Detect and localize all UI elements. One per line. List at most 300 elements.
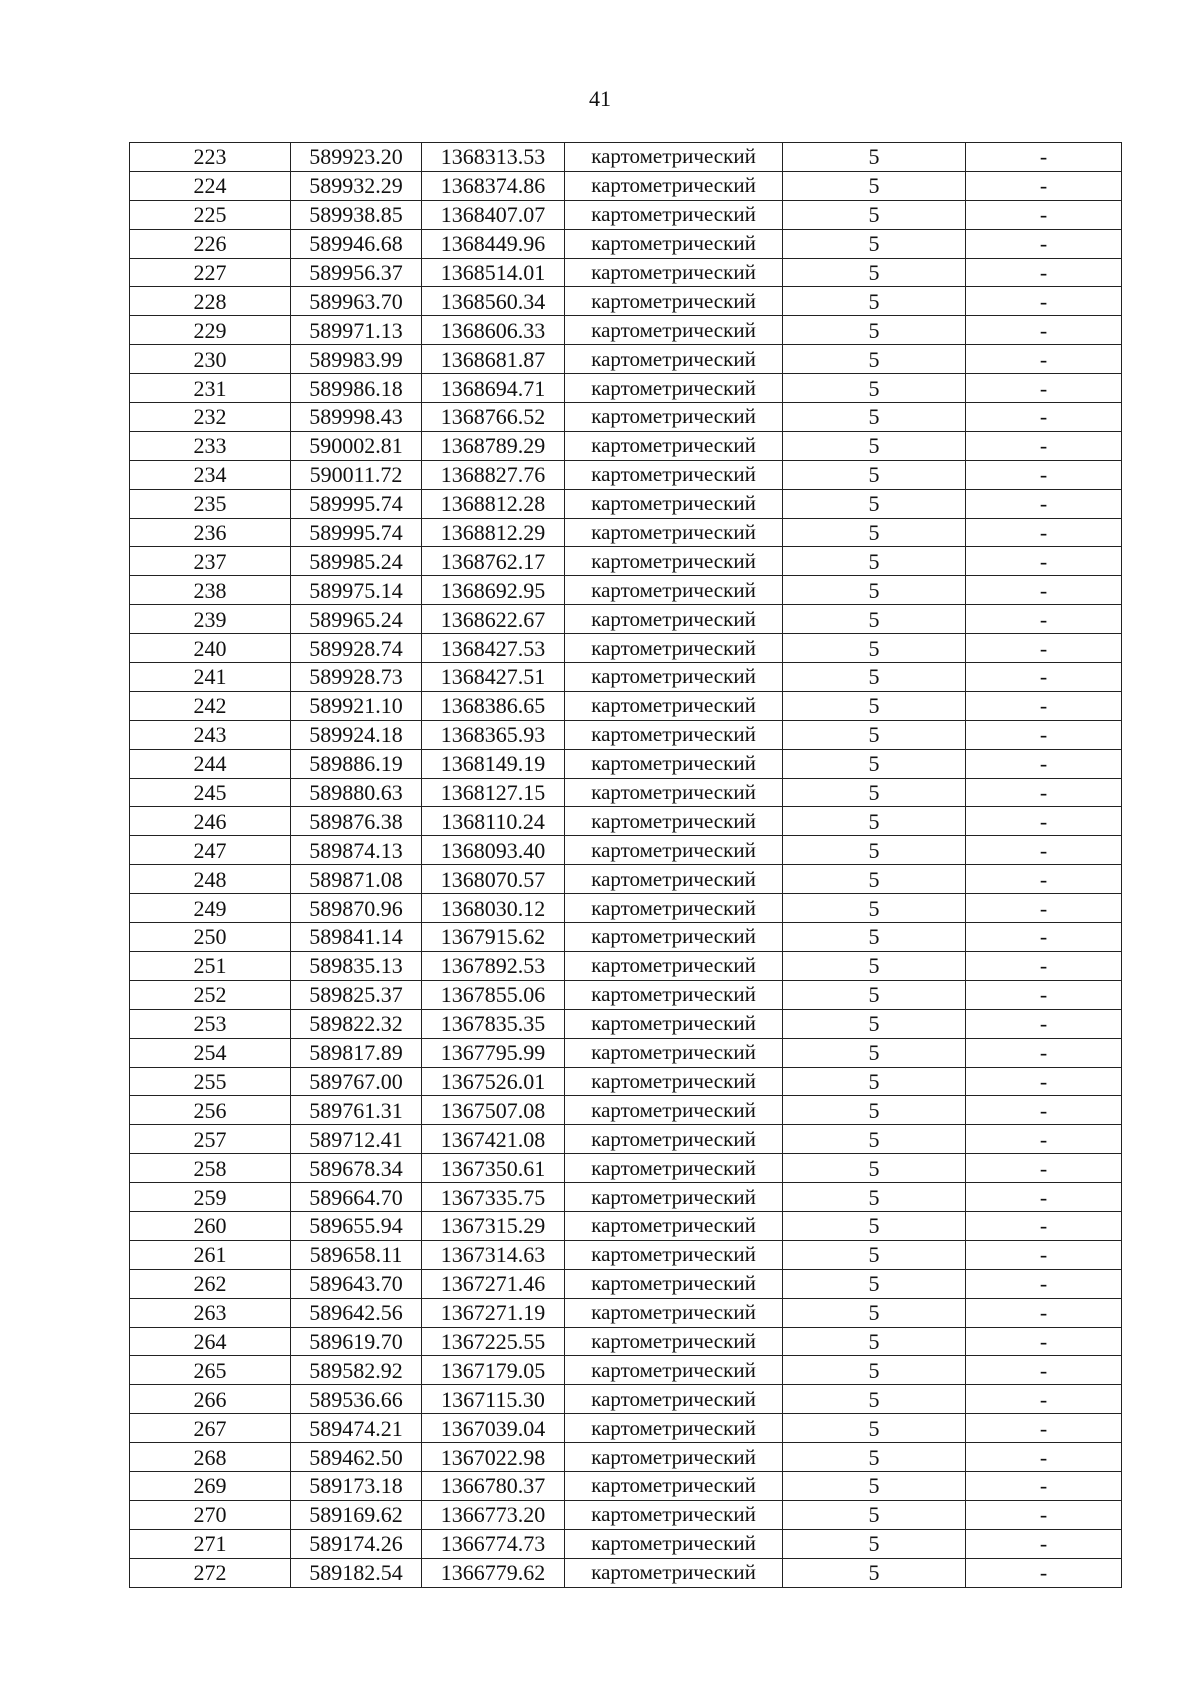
table-row — [130, 518, 1122, 547]
note-cell: - — [966, 1009, 1122, 1038]
point-number-cell: 227 — [130, 258, 291, 287]
method-cell: картометрический — [565, 518, 783, 547]
accuracy-cell: 5 — [783, 403, 966, 432]
method-cell: картометрический — [565, 200, 783, 229]
table-row — [130, 634, 1122, 663]
table-row — [130, 1414, 1122, 1443]
method-cell: картометрический — [565, 345, 783, 374]
note-cell: - — [966, 634, 1122, 663]
table-row — [130, 1240, 1122, 1269]
y-coordinate-cell: 1367271.46 — [422, 1269, 565, 1298]
table-row — [130, 923, 1122, 952]
note-cell: - — [966, 345, 1122, 374]
y-coordinate-cell: 1368514.01 — [422, 258, 565, 287]
coordinates-table — [129, 142, 1122, 1588]
point-number-cell: 229 — [130, 316, 291, 345]
y-coordinate-cell: 1368365.93 — [422, 720, 565, 749]
point-number-cell: 262 — [130, 1269, 291, 1298]
table-row — [130, 1211, 1122, 1240]
x-coordinate-cell: 589582.92 — [291, 1356, 422, 1385]
accuracy-cell: 5 — [783, 1154, 966, 1183]
method-cell: картометрический — [565, 1471, 783, 1500]
table-row — [130, 374, 1122, 403]
y-coordinate-cell: 1367271.19 — [422, 1298, 565, 1327]
accuracy-cell: 5 — [783, 1500, 966, 1529]
table-row — [130, 1154, 1122, 1183]
note-cell: - — [966, 691, 1122, 720]
note-cell: - — [966, 1500, 1122, 1529]
x-coordinate-cell: 589876.38 — [291, 807, 422, 836]
accuracy-cell: 5 — [783, 1298, 966, 1327]
accuracy-cell: 5 — [783, 1327, 966, 1356]
y-coordinate-cell: 1368427.53 — [422, 634, 565, 663]
note-cell: - — [966, 1298, 1122, 1327]
y-coordinate-cell: 1368386.65 — [422, 691, 565, 720]
accuracy-cell: 5 — [783, 489, 966, 518]
method-cell: картометрический — [565, 143, 783, 172]
method-cell: картометрический — [565, 1385, 783, 1414]
point-number-cell: 225 — [130, 200, 291, 229]
table-row — [130, 143, 1122, 172]
point-number-cell: 256 — [130, 1096, 291, 1125]
method-cell: картометрический — [565, 1096, 783, 1125]
table-row — [130, 1125, 1122, 1154]
point-number-cell: 271 — [130, 1529, 291, 1558]
x-coordinate-cell: 589870.96 — [291, 894, 422, 923]
point-number-cell: 237 — [130, 547, 291, 576]
note-cell: - — [966, 605, 1122, 634]
note-cell: - — [966, 229, 1122, 258]
note-cell: - — [966, 1414, 1122, 1443]
accuracy-cell: 5 — [783, 460, 966, 489]
method-cell: картометрический — [565, 403, 783, 432]
y-coordinate-cell: 1368694.71 — [422, 374, 565, 403]
table-row — [130, 1385, 1122, 1414]
accuracy-cell: 5 — [783, 1125, 966, 1154]
x-coordinate-cell: 589664.70 — [291, 1183, 422, 1212]
x-coordinate-cell: 590011.72 — [291, 460, 422, 489]
point-number-cell: 240 — [130, 634, 291, 663]
y-coordinate-cell: 1368560.34 — [422, 287, 565, 316]
x-coordinate-cell: 589880.63 — [291, 778, 422, 807]
accuracy-cell: 5 — [783, 143, 966, 172]
method-cell: картометрический — [565, 634, 783, 663]
x-coordinate-cell: 589761.31 — [291, 1096, 422, 1125]
note-cell: - — [966, 1471, 1122, 1500]
point-number-cell: 270 — [130, 1500, 291, 1529]
point-number-cell: 265 — [130, 1356, 291, 1385]
x-coordinate-cell: 589998.43 — [291, 403, 422, 432]
note-cell: - — [966, 778, 1122, 807]
y-coordinate-cell: 1368093.40 — [422, 836, 565, 865]
x-coordinate-cell: 589536.66 — [291, 1385, 422, 1414]
note-cell: - — [966, 1529, 1122, 1558]
point-number-cell: 241 — [130, 663, 291, 692]
y-coordinate-cell: 1368681.87 — [422, 345, 565, 374]
accuracy-cell: 5 — [783, 720, 966, 749]
note-cell: - — [966, 258, 1122, 287]
accuracy-cell: 5 — [783, 1211, 966, 1240]
note-cell: - — [966, 1067, 1122, 1096]
method-cell: картометрический — [565, 489, 783, 518]
note-cell: - — [966, 576, 1122, 605]
x-coordinate-cell: 589886.19 — [291, 749, 422, 778]
y-coordinate-cell: 1367315.29 — [422, 1211, 565, 1240]
table-row — [130, 807, 1122, 836]
y-coordinate-cell: 1368606.33 — [422, 316, 565, 345]
method-cell: картометрический — [565, 691, 783, 720]
x-coordinate-cell: 589658.11 — [291, 1240, 422, 1269]
method-cell: картометрический — [565, 1183, 783, 1212]
x-coordinate-cell: 589923.20 — [291, 143, 422, 172]
x-coordinate-cell: 589174.26 — [291, 1529, 422, 1558]
method-cell: картометрический — [565, 951, 783, 980]
method-cell: картометрический — [565, 1327, 783, 1356]
point-number-cell: 266 — [130, 1385, 291, 1414]
y-coordinate-cell: 1368827.76 — [422, 460, 565, 489]
method-cell: картометрический — [565, 1558, 783, 1587]
table-row — [130, 691, 1122, 720]
method-cell: картометрический — [565, 1529, 783, 1558]
accuracy-cell: 5 — [783, 1443, 966, 1472]
x-coordinate-cell: 589643.70 — [291, 1269, 422, 1298]
table-row — [130, 1183, 1122, 1212]
table-row — [130, 431, 1122, 460]
y-coordinate-cell: 1367350.61 — [422, 1154, 565, 1183]
method-cell: картометрический — [565, 1500, 783, 1529]
method-cell: картометрический — [565, 431, 783, 460]
method-cell: картометрический — [565, 1125, 783, 1154]
point-number-cell: 239 — [130, 605, 291, 634]
table-row — [130, 663, 1122, 692]
x-coordinate-cell: 589767.00 — [291, 1067, 422, 1096]
note-cell: - — [966, 1327, 1122, 1356]
x-coordinate-cell: 589835.13 — [291, 951, 422, 980]
accuracy-cell: 5 — [783, 576, 966, 605]
x-coordinate-cell: 589946.68 — [291, 229, 422, 258]
table-row — [130, 1096, 1122, 1125]
table-row — [130, 287, 1122, 316]
note-cell: - — [966, 1125, 1122, 1154]
y-coordinate-cell: 1368407.07 — [422, 200, 565, 229]
method-cell: картометрический — [565, 1269, 783, 1298]
table-row — [130, 403, 1122, 432]
accuracy-cell: 5 — [783, 605, 966, 634]
note-cell: - — [966, 374, 1122, 403]
x-coordinate-cell: 589965.24 — [291, 605, 422, 634]
method-cell: картометрический — [565, 923, 783, 952]
point-number-cell: 246 — [130, 807, 291, 836]
method-cell: картометрический — [565, 836, 783, 865]
note-cell: - — [966, 171, 1122, 200]
note-cell: - — [966, 1038, 1122, 1067]
x-coordinate-cell: 589182.54 — [291, 1558, 422, 1587]
point-number-cell: 252 — [130, 980, 291, 1009]
table-row — [130, 460, 1122, 489]
y-coordinate-cell: 1367335.75 — [422, 1183, 565, 1212]
x-coordinate-cell: 589983.99 — [291, 345, 422, 374]
y-coordinate-cell: 1367179.05 — [422, 1356, 565, 1385]
note-cell: - — [966, 720, 1122, 749]
point-number-cell: 234 — [130, 460, 291, 489]
method-cell: картометрический — [565, 287, 783, 316]
method-cell: картометрический — [565, 460, 783, 489]
method-cell: картометрический — [565, 1009, 783, 1038]
note-cell: - — [966, 489, 1122, 518]
table-row — [130, 576, 1122, 605]
y-coordinate-cell: 1367835.35 — [422, 1009, 565, 1038]
accuracy-cell: 5 — [783, 200, 966, 229]
table-row — [130, 1327, 1122, 1356]
x-coordinate-cell: 589928.73 — [291, 663, 422, 692]
table-row — [130, 489, 1122, 518]
x-coordinate-cell: 589921.10 — [291, 691, 422, 720]
method-cell: картометрический — [565, 1154, 783, 1183]
y-coordinate-cell: 1368374.86 — [422, 171, 565, 200]
accuracy-cell: 5 — [783, 1096, 966, 1125]
y-coordinate-cell: 1368789.29 — [422, 431, 565, 460]
y-coordinate-cell: 1368030.12 — [422, 894, 565, 923]
x-coordinate-cell: 589619.70 — [291, 1327, 422, 1356]
note-cell: - — [966, 1211, 1122, 1240]
x-coordinate-cell: 589938.85 — [291, 200, 422, 229]
y-coordinate-cell: 1367855.06 — [422, 980, 565, 1009]
point-number-cell: 250 — [130, 923, 291, 952]
point-number-cell: 264 — [130, 1327, 291, 1356]
table-body — [130, 143, 1122, 1588]
page-number: 41 — [589, 86, 611, 111]
note-cell: - — [966, 287, 1122, 316]
point-number-cell: 223 — [130, 143, 291, 172]
point-number-cell: 228 — [130, 287, 291, 316]
point-number-cell: 251 — [130, 951, 291, 980]
note-cell: - — [966, 431, 1122, 460]
point-number-cell: 235 — [130, 489, 291, 518]
y-coordinate-cell: 1368766.52 — [422, 403, 565, 432]
y-coordinate-cell: 1368692.95 — [422, 576, 565, 605]
y-coordinate-cell: 1368127.15 — [422, 778, 565, 807]
note-cell: - — [966, 1096, 1122, 1125]
accuracy-cell: 5 — [783, 1240, 966, 1269]
point-number-cell: 245 — [130, 778, 291, 807]
y-coordinate-cell: 1366780.37 — [422, 1471, 565, 1500]
method-cell: картометрический — [565, 807, 783, 836]
table-row — [130, 778, 1122, 807]
y-coordinate-cell: 1367115.30 — [422, 1385, 565, 1414]
point-number-cell: 242 — [130, 691, 291, 720]
table-row — [130, 749, 1122, 778]
point-number-cell: 254 — [130, 1038, 291, 1067]
point-number-cell: 255 — [130, 1067, 291, 1096]
accuracy-cell: 5 — [783, 749, 966, 778]
accuracy-cell: 5 — [783, 923, 966, 952]
x-coordinate-cell: 589985.24 — [291, 547, 422, 576]
accuracy-cell: 5 — [783, 229, 966, 258]
x-coordinate-cell: 589841.14 — [291, 923, 422, 952]
note-cell: - — [966, 143, 1122, 172]
y-coordinate-cell: 1368762.17 — [422, 547, 565, 576]
table-row — [130, 1558, 1122, 1587]
x-coordinate-cell: 589956.37 — [291, 258, 422, 287]
y-coordinate-cell: 1368110.24 — [422, 807, 565, 836]
table-row — [130, 1529, 1122, 1558]
y-coordinate-cell: 1367225.55 — [422, 1327, 565, 1356]
method-cell: картометрический — [565, 547, 783, 576]
point-number-cell: 233 — [130, 431, 291, 460]
method-cell: картометрический — [565, 1443, 783, 1472]
point-number-cell: 226 — [130, 229, 291, 258]
note-cell: - — [966, 749, 1122, 778]
point-number-cell: 248 — [130, 865, 291, 894]
method-cell: картометрический — [565, 894, 783, 923]
method-cell: картометрический — [565, 576, 783, 605]
point-number-cell: 247 — [130, 836, 291, 865]
table-row — [130, 605, 1122, 634]
x-coordinate-cell: 589474.21 — [291, 1414, 422, 1443]
accuracy-cell: 5 — [783, 865, 966, 894]
point-number-cell: 258 — [130, 1154, 291, 1183]
table-row — [130, 1471, 1122, 1500]
y-coordinate-cell: 1368812.29 — [422, 518, 565, 547]
accuracy-cell: 5 — [783, 1067, 966, 1096]
y-coordinate-cell: 1368622.67 — [422, 605, 565, 634]
x-coordinate-cell: 589822.32 — [291, 1009, 422, 1038]
point-number-cell: 272 — [130, 1558, 291, 1587]
method-cell: картометрический — [565, 980, 783, 1009]
accuracy-cell: 5 — [783, 518, 966, 547]
point-number-cell: 263 — [130, 1298, 291, 1327]
note-cell: - — [966, 547, 1122, 576]
note-cell: - — [966, 836, 1122, 865]
x-coordinate-cell: 590002.81 — [291, 431, 422, 460]
accuracy-cell: 5 — [783, 894, 966, 923]
note-cell: - — [966, 865, 1122, 894]
table-row — [130, 1443, 1122, 1472]
y-coordinate-cell: 1367314.63 — [422, 1240, 565, 1269]
y-coordinate-cell: 1366779.62 — [422, 1558, 565, 1587]
point-number-cell: 249 — [130, 894, 291, 923]
point-number-cell: 261 — [130, 1240, 291, 1269]
point-number-cell: 238 — [130, 576, 291, 605]
note-cell: - — [966, 1356, 1122, 1385]
accuracy-cell: 5 — [783, 691, 966, 720]
table-row — [130, 951, 1122, 980]
table-row — [130, 316, 1122, 345]
y-coordinate-cell: 1367421.08 — [422, 1125, 565, 1154]
table-row — [130, 720, 1122, 749]
note-cell: - — [966, 403, 1122, 432]
table-row — [130, 200, 1122, 229]
y-coordinate-cell: 1368149.19 — [422, 749, 565, 778]
note-cell: - — [966, 663, 1122, 692]
accuracy-cell: 5 — [783, 374, 966, 403]
y-coordinate-cell: 1367022.98 — [422, 1443, 565, 1472]
table-row — [130, 1269, 1122, 1298]
method-cell: картометрический — [565, 605, 783, 634]
x-coordinate-cell: 589655.94 — [291, 1211, 422, 1240]
point-number-cell: 230 — [130, 345, 291, 374]
accuracy-cell: 5 — [783, 547, 966, 576]
note-cell: - — [966, 316, 1122, 345]
y-coordinate-cell: 1367915.62 — [422, 923, 565, 952]
y-coordinate-cell: 1368427.51 — [422, 663, 565, 692]
accuracy-cell: 5 — [783, 431, 966, 460]
method-cell: картометрический — [565, 1038, 783, 1067]
table-row — [130, 894, 1122, 923]
note-cell: - — [966, 1154, 1122, 1183]
x-coordinate-cell: 589817.89 — [291, 1038, 422, 1067]
y-coordinate-cell: 1368070.57 — [422, 865, 565, 894]
accuracy-cell: 5 — [783, 287, 966, 316]
method-cell: картометрический — [565, 720, 783, 749]
x-coordinate-cell: 589874.13 — [291, 836, 422, 865]
x-coordinate-cell: 589169.62 — [291, 1500, 422, 1529]
method-cell: картометрический — [565, 374, 783, 403]
method-cell: картометрический — [565, 663, 783, 692]
method-cell: картометрический — [565, 865, 783, 894]
method-cell: картометрический — [565, 1414, 783, 1443]
table-row — [130, 836, 1122, 865]
point-number-cell: 267 — [130, 1414, 291, 1443]
method-cell: картометрический — [565, 1298, 783, 1327]
point-number-cell: 244 — [130, 749, 291, 778]
y-coordinate-cell: 1368812.28 — [422, 489, 565, 518]
x-coordinate-cell: 589871.08 — [291, 865, 422, 894]
accuracy-cell: 5 — [783, 663, 966, 692]
point-number-cell: 269 — [130, 1471, 291, 1500]
table-row — [130, 1356, 1122, 1385]
table-row — [130, 980, 1122, 1009]
table-row — [130, 547, 1122, 576]
accuracy-cell: 5 — [783, 1558, 966, 1587]
note-cell: - — [966, 923, 1122, 952]
point-number-cell: 231 — [130, 374, 291, 403]
accuracy-cell: 5 — [783, 951, 966, 980]
note-cell: - — [966, 1385, 1122, 1414]
method-cell: картометрический — [565, 258, 783, 287]
note-cell: - — [966, 1558, 1122, 1587]
x-coordinate-cell: 589642.56 — [291, 1298, 422, 1327]
method-cell: картометрический — [565, 1211, 783, 1240]
x-coordinate-cell: 589975.14 — [291, 576, 422, 605]
note-cell: - — [966, 1183, 1122, 1212]
accuracy-cell: 5 — [783, 778, 966, 807]
table-row — [130, 1009, 1122, 1038]
point-number-cell: 268 — [130, 1443, 291, 1472]
point-number-cell: 236 — [130, 518, 291, 547]
x-coordinate-cell: 589462.50 — [291, 1443, 422, 1472]
x-coordinate-cell: 589712.41 — [291, 1125, 422, 1154]
point-number-cell: 253 — [130, 1009, 291, 1038]
accuracy-cell: 5 — [783, 1471, 966, 1500]
point-number-cell: 243 — [130, 720, 291, 749]
x-coordinate-cell: 589971.13 — [291, 316, 422, 345]
method-cell: картометрический — [565, 1240, 783, 1269]
accuracy-cell: 5 — [783, 1038, 966, 1067]
note-cell: - — [966, 980, 1122, 1009]
method-cell: картометрический — [565, 1067, 783, 1096]
note-cell: - — [966, 518, 1122, 547]
note-cell: - — [966, 1443, 1122, 1472]
accuracy-cell: 5 — [783, 807, 966, 836]
y-coordinate-cell: 1368449.96 — [422, 229, 565, 258]
method-cell: картометрический — [565, 778, 783, 807]
accuracy-cell: 5 — [783, 1385, 966, 1414]
method-cell: картометрический — [565, 316, 783, 345]
x-coordinate-cell: 589924.18 — [291, 720, 422, 749]
table-row — [130, 258, 1122, 287]
y-coordinate-cell: 1366773.20 — [422, 1500, 565, 1529]
